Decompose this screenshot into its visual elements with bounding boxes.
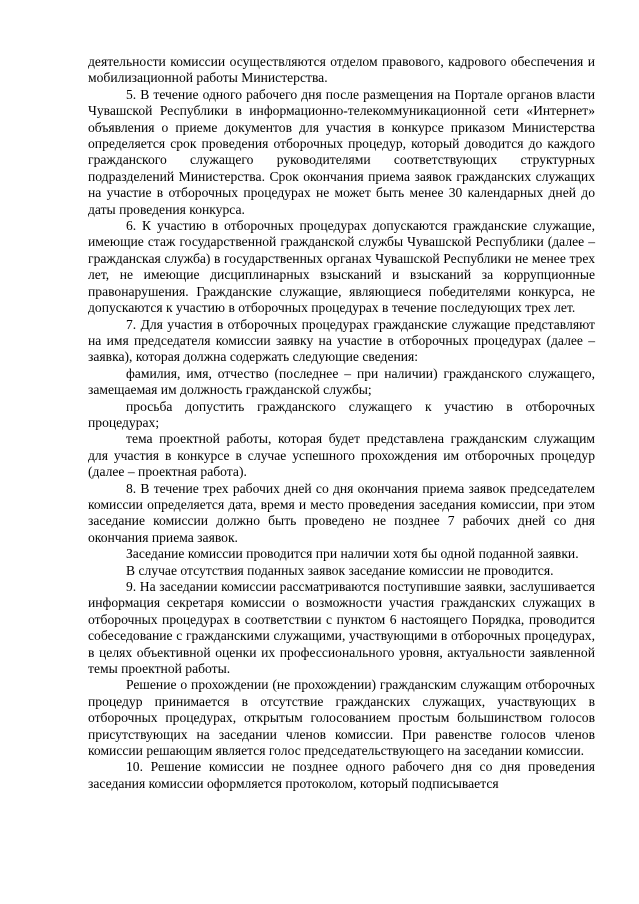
paragraph-commission-activity-continuation: деятельности комиссии осуществляются отделом правового, кадрового обеспечения и мобилизационной работы Министерства. — [88, 54, 595, 86]
paragraph-item-10: 10. Решение комиссии не позднее одного рабочего дня со дня проведения заседания комиссии оформляется протоколом, который подписывается — [88, 759, 595, 791]
paragraph-item-8: 8. В течение трех рабочих дней со дня окончания приема заявок председателем комиссии определяется дата, время и место проведения заседания комиссии, при этом заседание комиссии должно быть проведено не позднее 7 рабочих дней со дня окончания приема заявок. — [88, 480, 595, 545]
paragraph-item-9: 9. На заседании комиссии рассматриваются поступившие заявки, заслушивается информация секретаря комиссии о возможности участия гражданских служащих в отборочных процедурах в соответствии с пунктом 6 настоящего Порядка, проводится собеседование с гражданскими служащими, участвующими в отборочных процедурах, в целях объективной оценки их профессионального уровня, актуальности заявленной темы проектной работы. — [88, 579, 595, 677]
paragraph-application-fullname: фамилия, имя, отчество (последнее – при наличии) гражданского служащего, замещаемая им должность гражданской службы; — [88, 365, 595, 398]
paragraph-meeting-held: Заседание комиссии проводится при наличии хотя бы одной поданной заявки. — [126, 546, 579, 562]
paragraph-item-6: 6. К участию в отборочных процедурах допускаются гражданские служащие, имеющие стаж государственной гражданской службы Чувашской Республики (далее – гражданская служба) в государственных органах Чувашской Республики не менее трех лет, не имеющие дисциплинарных взысканий и взысканий за коррупционные правонарушения. Гражданские служащие, являющиеся победителями конкурса, не допускаются к участию в отборочных процедурах в течение последующих трех лет. — [88, 218, 595, 316]
paragraph-decision: Решение о прохождении (не прохождении) гражданским служащим отборочных процедур принимается в отсутствие гражданских служащих, участвующих в отборочных процедурах, открытым голосованием простым большинством голосов присутствующих на заседании членов комиссии. При равенстве голосов членов комиссии решающим является голос председательствующего на заседании комиссии. — [88, 677, 595, 759]
document-body — [88, 54, 595, 792]
paragraph-meeting-not-held: В случае отсутствия поданных заявок заседание комиссии не проводится. — [126, 562, 554, 578]
paragraph-item-7: 7. Для участия в отборочных процедурах гражданские служащие представляют на имя председателя комиссии заявку на участие в отборочных процедурах (далее – заявка), которая должна содержать следующие сведения: — [88, 316, 595, 365]
paragraph-item-5: 5. В течение одного рабочего дня после размещения на Портале органов власти Чувашской Республики в информационно-телекоммуникационной сети «Интернет» объявления о приеме документов для участия в конкурсе приказом Министерства определяется срок проведения отборочных процедур, который доводится до каждого гражданского служащего руководителями соответствующих структурных подразделений Министерства. Срок окончания приема заявок гражданских служащих на участие в отборочных процедурах не может быть менее 30 календарных дней до даты проведения конкурса. — [88, 86, 595, 217]
paragraph-application-project-topic: тема проектной работы, которая будет представлена гражданским служащим для участия в конкурсе в случае успешного прохождения им отборочных процедур (далее – проектная работа). — [88, 431, 595, 480]
paragraph-application-request: просьба допустить гражданского служащего к участию в отборочных процедурах; — [88, 398, 595, 430]
